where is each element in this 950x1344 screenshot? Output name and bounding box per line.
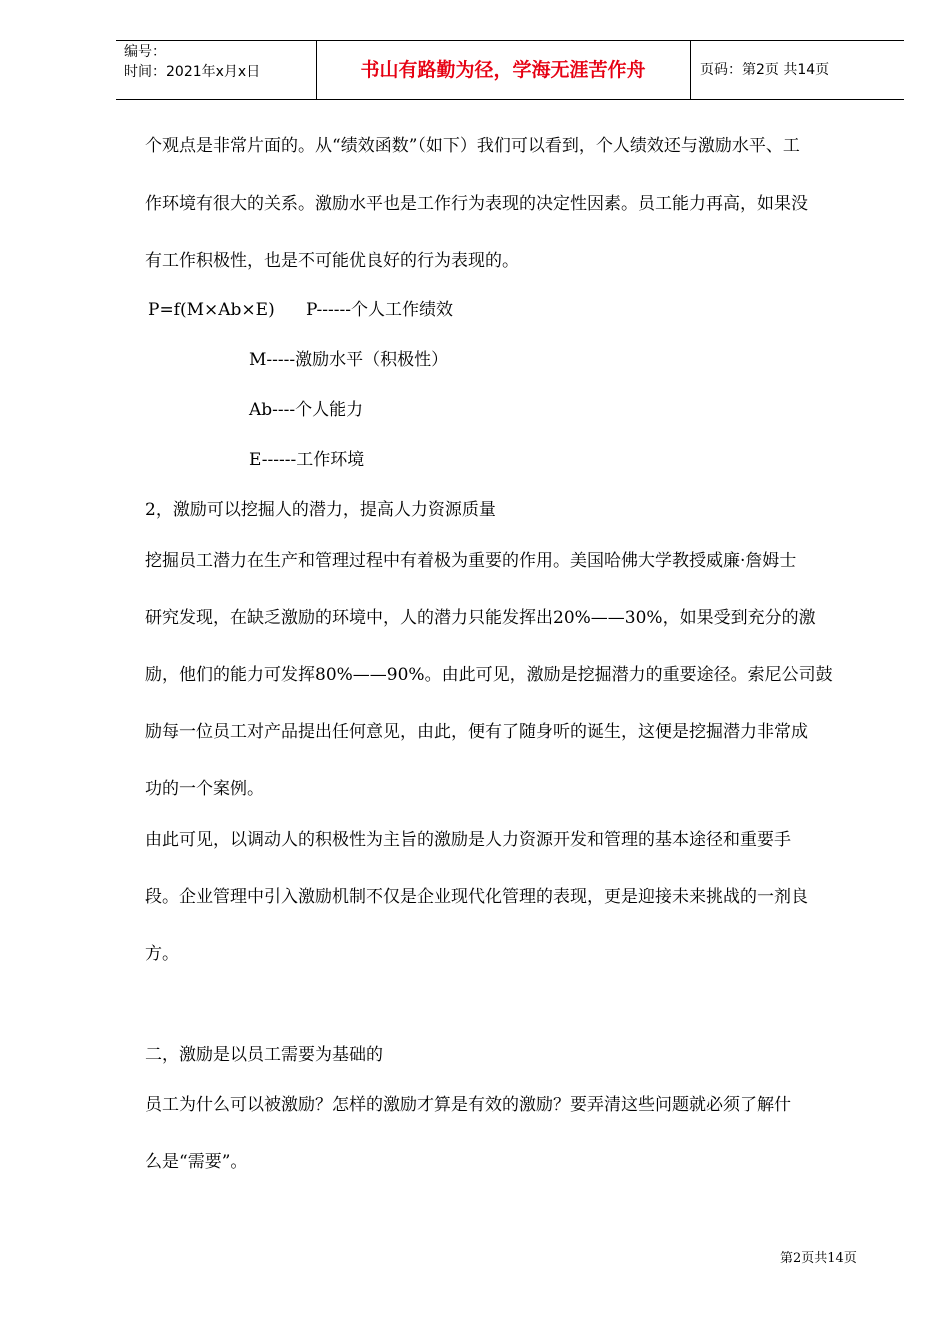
formula-ab-definition: Ab----个人能力 xyxy=(249,400,364,420)
header-meta xyxy=(124,42,260,82)
footer-page-number: 第2页共14页 xyxy=(780,1251,857,1266)
header-page-number: 页码：第2页 共14页 xyxy=(700,62,830,78)
header-number: 编号： xyxy=(124,44,166,60)
body-line: 挖掘员工潜力在生产和管理过程中有着极为重要的作用。美国哈佛大学教授威廉·詹姆士 xyxy=(145,551,797,571)
body-line: 由此可见，以调动人的积极性为主旨的激励是人力资源开发和管理的基本途径和重要手 xyxy=(145,830,791,850)
subheading: 2，激励可以挖掘人的潜力，提高人力资源质量 xyxy=(145,500,496,520)
body-line: 有工作积极性，也是不可能优良好的行为表现的。 xyxy=(145,251,519,271)
body-line: 励，他们的能力可发挥80%——90%。由此可见，激励是挖掘潜力的重要途径。索尼公司鼓 xyxy=(145,665,833,685)
body-line: 么是“需要”。 xyxy=(145,1152,248,1172)
formula-p-definition: P------个人工作绩效 xyxy=(306,300,453,320)
body-line: 员工为什么可以被激励？怎样的激励才算是有效的激励？要弄清这些问题就必须了解什 xyxy=(145,1095,791,1115)
body-line: 段。企业管理中引入激励机制不仅是企业现代化管理的表现，更是迎接未来挑战的一剂良 xyxy=(145,887,808,907)
section-heading: 二，激励是以员工需要为基础的 xyxy=(145,1045,383,1065)
header-divider xyxy=(690,40,691,100)
formula-e-definition: E------工作环境 xyxy=(249,450,365,470)
header-time: 时间：2021年x月x日 xyxy=(124,64,261,80)
body-line: 方。 xyxy=(145,944,179,964)
body-line: 作环境有很大的关系。激励水平也是工作行为表现的决定性因素。员工能力再高，如果没 xyxy=(145,194,808,214)
body-line: 个观点是非常片面的。从“绩效函数”（如下）我们可以看到，个人绩效还与激励水平、工 xyxy=(145,136,800,156)
header-top-rule xyxy=(116,40,904,41)
page-header xyxy=(116,40,904,100)
header-bottom-rule xyxy=(116,99,904,100)
body-line: 励每一位员工对产品提出任何意见，由此，便有了随身听的诞生，这便是挖掘潜力非常成 xyxy=(145,722,808,742)
formula-expression: P=f(M×Ab×E) xyxy=(148,300,275,320)
body-line: 研究发现，在缺乏激励的环境中，人的潜力只能发挥出20%——30%，如果受到充分的激 xyxy=(145,608,816,628)
formula-m-definition: M-----激励水平（积极性） xyxy=(249,350,449,370)
header-motto: 书山有路勤为径，学海无涯苦作舟 xyxy=(360,59,646,81)
body-line: 功的一个案例。 xyxy=(145,779,264,799)
